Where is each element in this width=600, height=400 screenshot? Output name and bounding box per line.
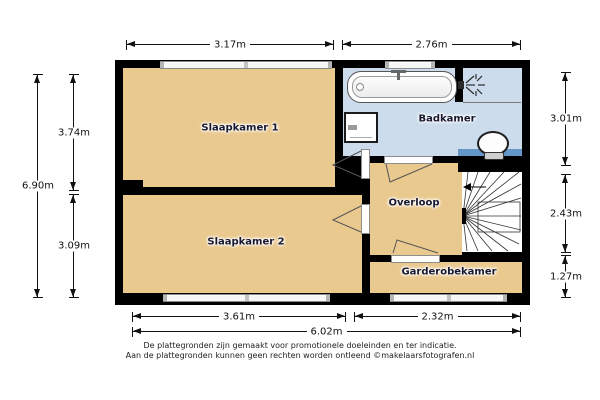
- dim-top-right: [343, 39, 520, 51]
- sink-icon: [344, 112, 378, 143]
- dim-right-upper: [549, 73, 583, 165]
- dim-label: 2.76m: [411, 40, 451, 51]
- dim-label: 3.01m: [547, 114, 585, 125]
- dim-label: 1.27m: [547, 271, 585, 282]
- dim-left-total: [21, 75, 55, 297]
- room-label-garderobekamer: Garderobekamer: [401, 266, 497, 278]
- room-label-overloop: Overloop: [388, 197, 440, 209]
- toilet-base-icon: [484, 152, 504, 160]
- dim-label: 3.17m: [210, 40, 250, 51]
- footer-disclaimer-line1: De plattegronden zijn gemaakt voor promotionele doeleinden en ter indicatie.: [143, 341, 457, 350]
- dim-bottom-total: [133, 326, 520, 338]
- dim-right-middle: [549, 175, 583, 252]
- dim-label: 2.43m: [547, 208, 585, 219]
- dim-label: 3.09m: [55, 241, 93, 252]
- shower-screen-line: [463, 102, 521, 103]
- dim-bottom-right: [355, 311, 520, 323]
- dim-label: 3.74m: [55, 127, 93, 138]
- footer-disclaimer-line2: Aan de plattegronden kunnen geen rechten worden ontleend ©makelaarsfotografen.nl: [125, 351, 475, 360]
- bathtub-tap-icon: [397, 70, 400, 80]
- dim-left-lower: [57, 195, 91, 297]
- bathtub-icon: [347, 71, 457, 103]
- dim-label: 3.61m: [219, 312, 259, 323]
- room-label-slaapkamer1: Slaapkamer 1: [201, 122, 279, 134]
- dim-label: 6.90m: [19, 181, 57, 192]
- room-label-badkamer: Badkamer: [418, 113, 476, 125]
- room-label-slaapkamer2: Slaapkamer 2: [207, 236, 285, 248]
- stair-newel: [462, 208, 466, 224]
- dim-top-left: [127, 39, 333, 51]
- staircase-icon: [462, 172, 522, 252]
- dim-bottom-left: [133, 311, 345, 323]
- dim-left-upper: [57, 75, 91, 190]
- dim-label: 6.02m: [306, 327, 346, 338]
- shower-head-icon: [458, 72, 490, 98]
- dim-right-lower: [549, 256, 583, 297]
- dim-label: 2.32m: [417, 312, 457, 323]
